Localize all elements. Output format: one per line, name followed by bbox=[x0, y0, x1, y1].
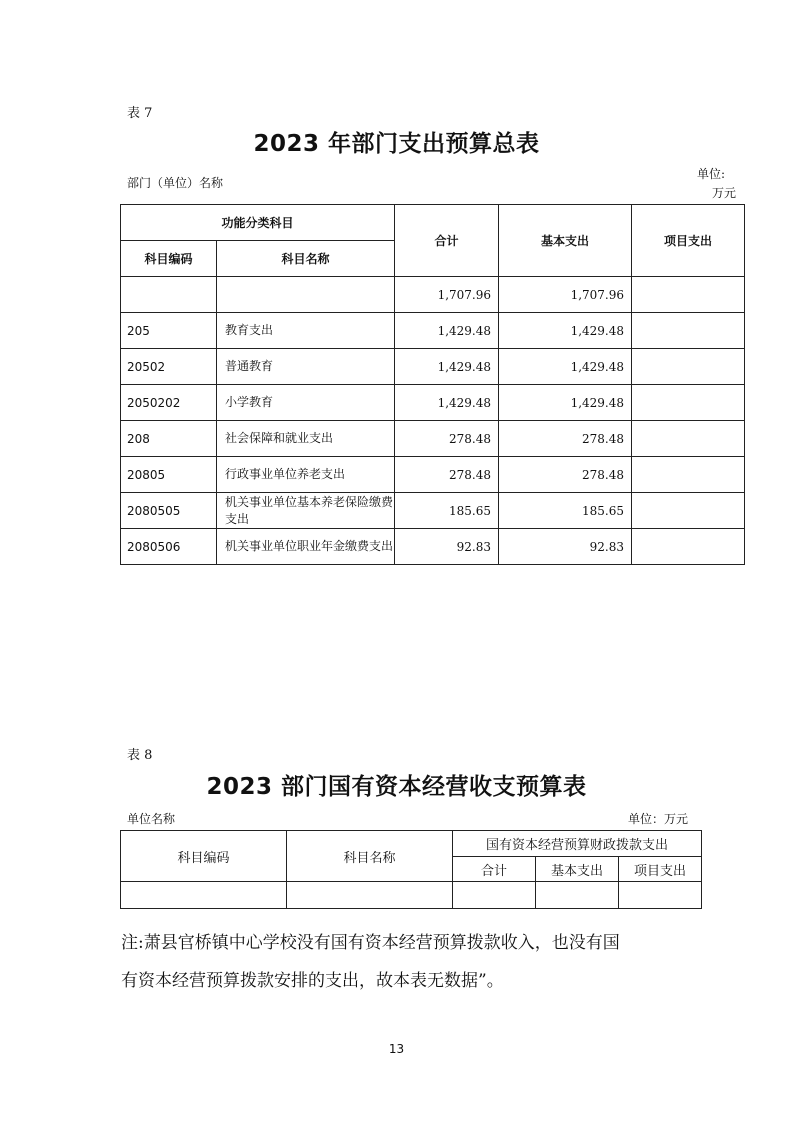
table-row bbox=[121, 529, 745, 565]
project-cell bbox=[632, 421, 745, 457]
basic-cell: 185.65 bbox=[499, 493, 632, 529]
project-cell bbox=[632, 277, 745, 313]
note-line-2: 有资本经营预算拨款安排的支出，故本表无数据”。 bbox=[121, 971, 504, 991]
project-header: 项目支出 bbox=[619, 857, 702, 882]
code-cell: 2080506 bbox=[121, 529, 217, 565]
project-cell bbox=[632, 493, 745, 529]
basic-header: 基本支出 bbox=[499, 205, 632, 277]
basic-cell: 278.48 bbox=[499, 457, 632, 493]
table-row bbox=[121, 349, 745, 385]
total-cell: 1,429.48 bbox=[395, 385, 499, 421]
name-cell bbox=[287, 882, 453, 909]
table7-title: 2023 年部门支出预算总表 bbox=[253, 131, 540, 157]
table-row bbox=[121, 277, 745, 313]
code-cell bbox=[121, 277, 217, 313]
table-row bbox=[121, 313, 745, 349]
project-cell bbox=[632, 385, 745, 421]
name-cell: 机关事业单位职业年金缴费支出 bbox=[217, 529, 395, 565]
name-cell: 行政事业单位养老支出 bbox=[217, 457, 395, 493]
name-cell: 小学教育 bbox=[217, 385, 395, 421]
total-cell: 1,429.48 bbox=[395, 313, 499, 349]
code-cell bbox=[121, 882, 287, 909]
table7-dept-label: 部门（单位）名称 bbox=[127, 176, 224, 190]
total-cell: 1,429.48 bbox=[395, 349, 499, 385]
table8-unit-name-label: 单位名称 bbox=[127, 812, 176, 826]
table8-title: 2023 部门国有资本经营收支预算表 bbox=[206, 774, 587, 800]
table-row bbox=[121, 457, 745, 493]
note-line-1: 注:萧县官桥镇中心学校没有国有资本经营预算拨款收入，也没有国 bbox=[121, 933, 620, 953]
table-header-row bbox=[121, 205, 745, 241]
basic-cell: 278.48 bbox=[499, 421, 632, 457]
budget-expenditure-table bbox=[120, 204, 745, 565]
basic-cell: 1,707.96 bbox=[499, 277, 632, 313]
total-cell bbox=[453, 882, 536, 909]
total-cell: 278.48 bbox=[395, 421, 499, 457]
basic-cell: 92.83 bbox=[499, 529, 632, 565]
table-row bbox=[121, 493, 745, 529]
code-header: 科目编码 bbox=[121, 241, 217, 277]
code-cell: 2080505 bbox=[121, 493, 217, 529]
total-header: 合计 bbox=[395, 205, 499, 277]
total-cell: 92.83 bbox=[395, 529, 499, 565]
total-cell: 185.65 bbox=[395, 493, 499, 529]
project-header: 项目支出 bbox=[632, 205, 745, 277]
page-number: 13 bbox=[388, 1042, 405, 1056]
name-cell: 普通教育 bbox=[217, 349, 395, 385]
project-cell bbox=[632, 349, 745, 385]
table-row bbox=[121, 421, 745, 457]
name-header: 科目名称 bbox=[217, 241, 395, 277]
table7-unit-line2: 万元 bbox=[712, 186, 737, 200]
state-capital-budget-table bbox=[120, 830, 702, 909]
code-cell: 205 bbox=[121, 313, 217, 349]
table8-label: 表 8 bbox=[127, 748, 153, 763]
code-cell: 20805 bbox=[121, 457, 217, 493]
project-cell bbox=[632, 457, 745, 493]
table-row bbox=[121, 882, 702, 909]
name-cell: 机关事业单位基本养老保险缴费支出 bbox=[217, 493, 395, 529]
table-header-row bbox=[121, 831, 702, 857]
table8-unit-label: 单位：万元 bbox=[628, 812, 689, 826]
total-cell: 1,707.96 bbox=[395, 277, 499, 313]
code-cell: 208 bbox=[121, 421, 217, 457]
name-cell bbox=[217, 277, 395, 313]
basic-header: 基本支出 bbox=[536, 857, 619, 882]
name-cell: 社会保障和就业支出 bbox=[217, 421, 395, 457]
total-cell: 278.48 bbox=[395, 457, 499, 493]
basic-cell: 1,429.48 bbox=[499, 313, 632, 349]
table-row bbox=[121, 385, 745, 421]
name-cell: 教育支出 bbox=[217, 313, 395, 349]
name-header: 科目名称 bbox=[287, 831, 453, 882]
code-header: 科目编码 bbox=[121, 831, 287, 882]
project-cell bbox=[619, 882, 702, 909]
project-cell bbox=[632, 313, 745, 349]
total-header: 合计 bbox=[453, 857, 536, 882]
basic-cell: 1,429.48 bbox=[499, 349, 632, 385]
func-group-header: 功能分类科目 bbox=[121, 205, 395, 241]
group-header: 国有资本经营预算财政拨款支出 bbox=[453, 831, 702, 857]
basic-cell bbox=[536, 882, 619, 909]
table7-unit-line1: 单位: bbox=[697, 167, 726, 181]
code-cell: 2050202 bbox=[121, 385, 217, 421]
project-cell bbox=[632, 529, 745, 565]
code-cell: 20502 bbox=[121, 349, 217, 385]
table7-label: 表 7 bbox=[127, 106, 153, 121]
basic-cell: 1,429.48 bbox=[499, 385, 632, 421]
